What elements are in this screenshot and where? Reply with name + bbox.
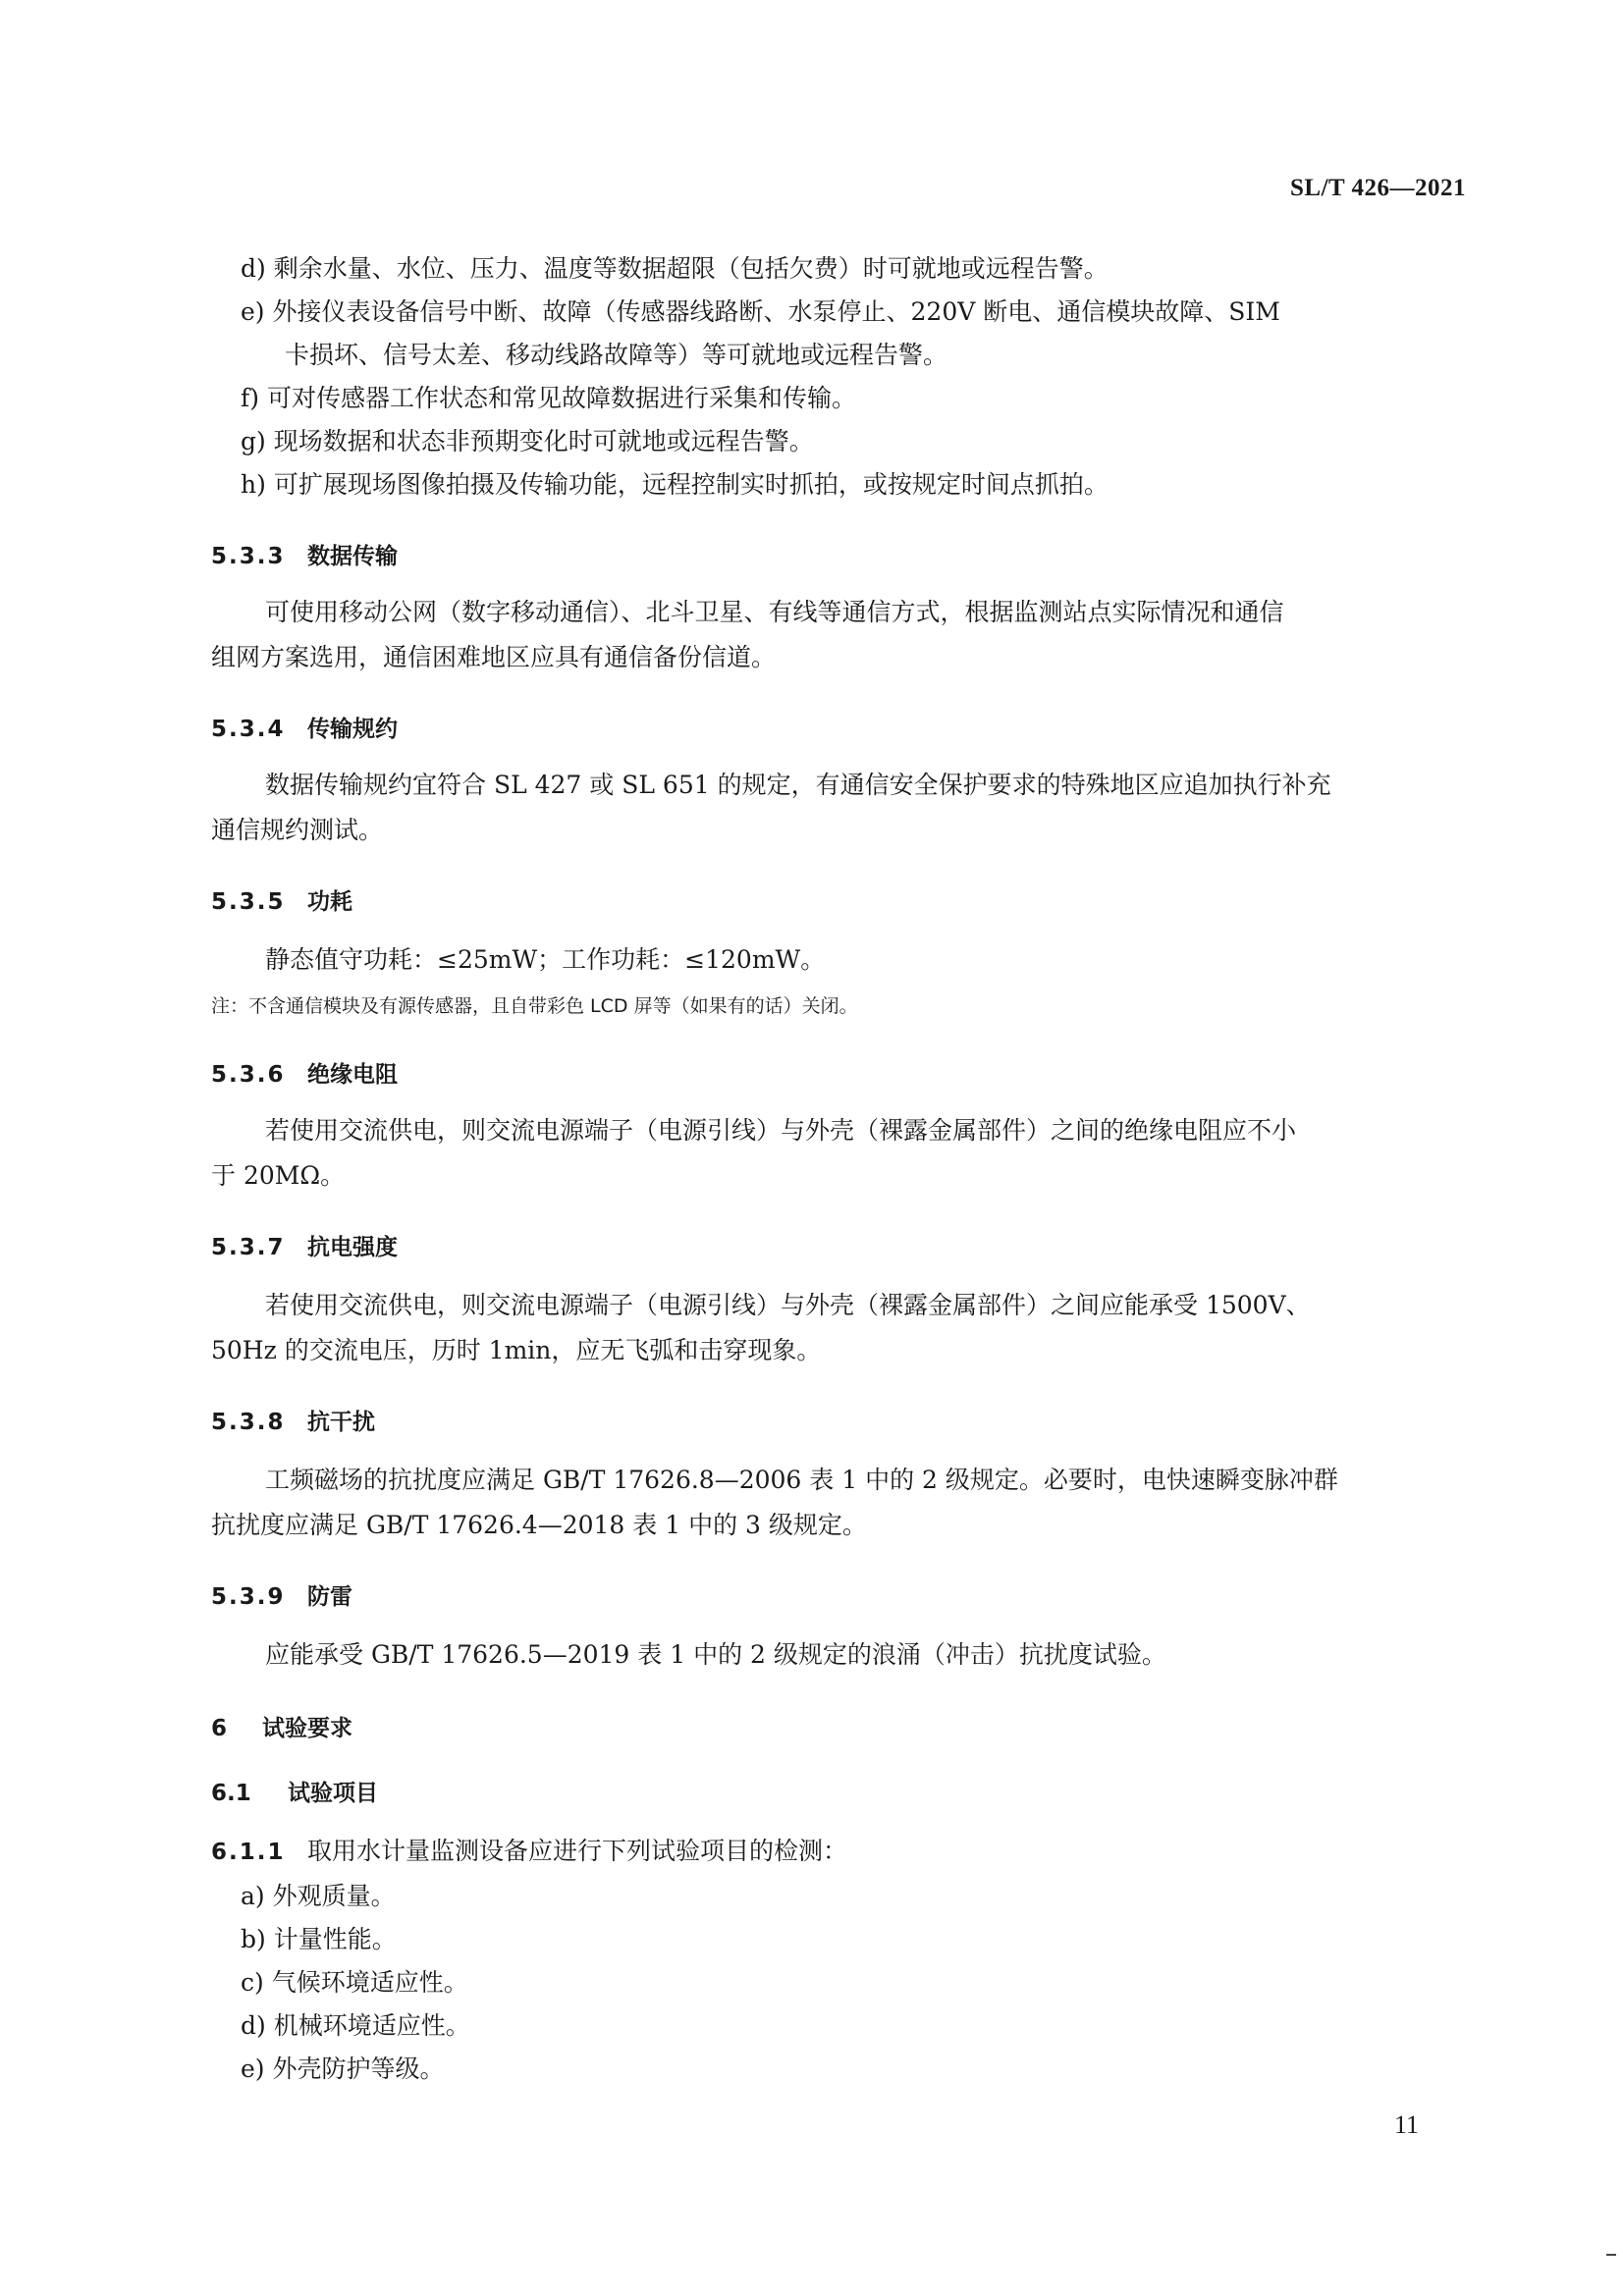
section-number: 5.3.9 — [211, 1584, 286, 1610]
section-number: 5.3.5 — [211, 889, 286, 915]
section-heading-5-3-9 — [211, 1578, 352, 1611]
chapter-title: 试验要求 — [262, 1716, 353, 1741]
paragraph-line: 应能承受 GB/T 17626.5—2019 表 1 中的 2 级规定的浪涌（冲击）抗扰度试验。 — [265, 1640, 1166, 1669]
test-item-e — [241, 2048, 445, 2091]
list-label: h) — [241, 470, 266, 499]
section-heading-5-3-7 — [211, 1229, 398, 1261]
test-item-a — [241, 1875, 396, 1918]
chapter-heading-6 — [211, 1710, 352, 1742]
paragraph-line: 工频磁场的抗扰度应满足 GB/T 17626.8—2006 表 1 中的 2 级规定。必要时，电快速瞬变脉冲群 — [265, 1466, 1338, 1494]
section-number: 5.3.4 — [211, 717, 286, 742]
section-title: 防雷 — [307, 1584, 353, 1610]
paragraph-line: 抗扰度应满足 GB/T 17626.4—2018 表 1 中的 3 级规定。 — [211, 1511, 867, 1539]
section-heading-5-3-8 — [211, 1404, 375, 1436]
list-text: 外壳防护等级。 — [272, 2055, 445, 2083]
list-item-e — [241, 291, 1280, 334]
section-number: 5.3.6 — [211, 1062, 286, 1088]
list-label: c) — [241, 1968, 264, 1997]
paragraph-line: 静态值守功耗：≤25mW；工作功耗：≤120mW。 — [265, 945, 826, 974]
list-text: 可对传感器工作状态和常见故障数据进行采集和传输。 — [266, 384, 856, 412]
section-heading-6-1 — [211, 1775, 378, 1807]
clause-6-1-1 — [211, 1830, 1458, 1874]
list-label: e) — [241, 2055, 265, 2083]
paragraph-line: 若使用交流供电，则交流电源端子（电源引线）与外壳（裸露金属部件）之间的绝缘电阻应不小 — [265, 1116, 1297, 1145]
section-title: 试验项目 — [288, 1781, 379, 1806]
list-label: a) — [241, 1882, 265, 1910]
list-text: 外观质量。 — [272, 1882, 396, 1910]
list-item-e-continuation: 卡损坏、信号太差、移动线路故障等）等可就地或远程告警。 — [285, 341, 948, 369]
section-title: 抗干扰 — [307, 1410, 376, 1435]
scan-mark — [1606, 2254, 1616, 2256]
section-number: 6.1 — [211, 1781, 251, 1806]
list-item-f — [241, 377, 856, 420]
list-text: 气候环境适应性。 — [271, 1968, 468, 1997]
clause-number: 6.1.1 — [211, 1840, 286, 1865]
list-text: 计量性能。 — [273, 1925, 397, 1953]
section-number: 5.3.7 — [211, 1235, 286, 1260]
section-heading-5-3-4 — [211, 711, 398, 743]
section-title: 抗电强度 — [307, 1235, 399, 1260]
list-label: d) — [241, 2011, 266, 2040]
list-label: b) — [241, 1925, 266, 1953]
section-heading-5-3-6 — [211, 1056, 398, 1089]
test-item-c — [241, 1961, 468, 2004]
section-heading-5-3-5 — [211, 883, 352, 916]
list-label: g) — [241, 427, 266, 455]
test-item-b — [241, 1918, 397, 1961]
standard-code-header: SL/T 426—2021 — [1290, 175, 1466, 201]
list-text: 外接仪表设备信号中断、故障（传感器线路断、水泵停止、220V 断电、通信模块故障、SIM — [272, 297, 1280, 326]
test-item-d — [241, 2004, 470, 2048]
list-label: f) — [241, 384, 260, 412]
section-title: 数据传输 — [307, 544, 399, 569]
list-label: d) — [241, 254, 266, 283]
list-text: 可扩展现场图像拍摄及传输功能，远程控制实时抓拍，或按规定时间点抓拍。 — [273, 470, 1109, 499]
paragraph-line: 可使用移动公网（数字移动通信）、北斗卫星、有线等通信方式，根据监测站点实际情况和通信 — [265, 598, 1284, 626]
section-title: 绝缘电阻 — [307, 1062, 399, 1088]
note-text: 注：不含通信模块及有源传感器，且自带彩色 LCD 屏等（如果有的话）关闭。 — [211, 995, 858, 1017]
clause-text: 取用水计量监测设备应进行下列试验项目的检测： — [306, 1837, 847, 1865]
section-number: 5.3.8 — [211, 1410, 286, 1435]
list-text: 剩余水量、水位、压力、温度等数据超限（包括欠费）时可就地或远程告警。 — [273, 254, 1109, 283]
paragraph-line: 数据传输规约宜符合 SL 427 或 SL 651 的规定，有通信安全保护要求的特殊地区应追加执行补充 — [265, 771, 1331, 799]
section-number: 5.3.3 — [211, 544, 286, 569]
list-item-d — [241, 247, 1109, 291]
paragraph-line: 50Hz 的交流电压，历时 1min，应无飞弧和击穿现象。 — [211, 1336, 822, 1364]
paragraph-line: 于 20MΩ。 — [211, 1161, 346, 1190]
paragraph-line: 组网方案选用，通信困难地区应具有通信备份信道。 — [211, 643, 777, 671]
list-text: 机械环境适应性。 — [273, 2011, 470, 2040]
chapter-number: 6 — [211, 1716, 228, 1741]
list-item-h — [241, 463, 1109, 507]
list-label: e) — [241, 297, 265, 326]
page-number: 11 — [1394, 2110, 1420, 2139]
list-item-g — [241, 420, 814, 463]
section-heading-5-3-3 — [211, 538, 398, 570]
paragraph-line: 通信规约测试。 — [211, 816, 384, 844]
section-title: 传输规约 — [307, 717, 399, 742]
section-title: 功耗 — [307, 889, 353, 915]
list-text: 现场数据和状态非预期变化时可就地或远程告警。 — [273, 427, 814, 455]
paragraph-line: 若使用交流供电，则交流电源端子（电源引线）与外壳（裸露金属部件）之间应能承受 1500V、 — [265, 1291, 1311, 1319]
